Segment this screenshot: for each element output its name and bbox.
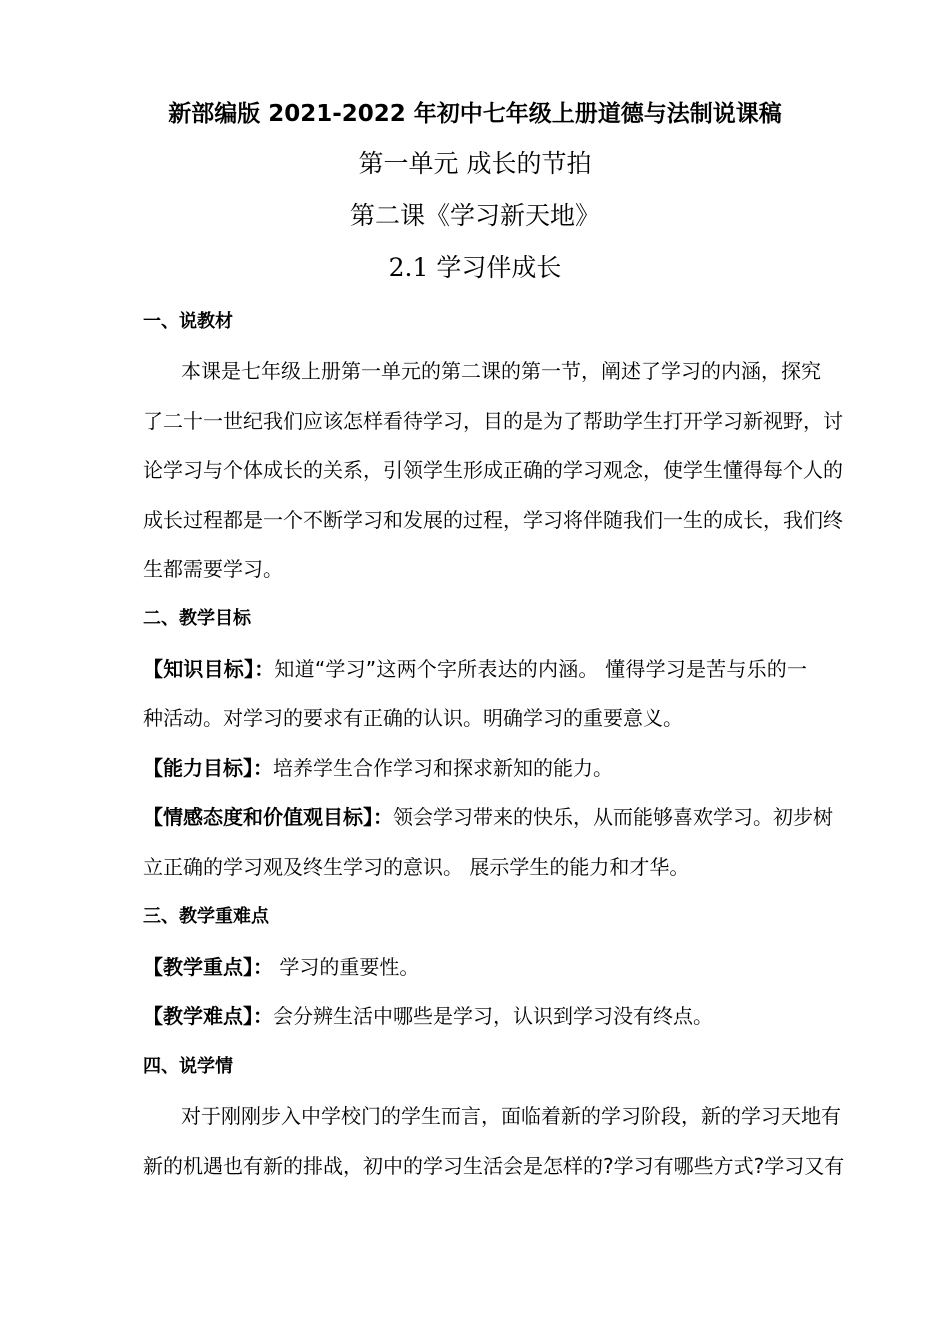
ability-goal-label: 【能力目标】：: [143, 756, 273, 780]
paragraph-line: 立正确的学习观及终生学习的意识。 展示学生的能力和才华。: [143, 855, 690, 879]
document-title: 新部编版 2021-2022 年初中七年级上册道德与法制说课稿: [168, 101, 782, 127]
key-point: [143, 953, 419, 981]
section-title: 2.1 学习伴成长: [388, 253, 562, 282]
paragraph-line: 成长过程都是一个不断学习和发展的过程，学习将伴随我们一生的成长，我们终: [143, 508, 843, 532]
heading-objectives: 二、教学目标: [143, 608, 251, 629]
key-point-label: 【教学重点】：: [143, 955, 273, 979]
ability-goal-text: 培养学生合作学习和探求新知的能力。: [273, 756, 613, 780]
paragraph-line: 论学习与个体成长的关系，引领学生形成正确的学习观念，使学生懂得每个人的: [143, 458, 843, 482]
heading-key-points: 三、教学重难点: [143, 906, 269, 927]
knowledge-goal-label: 【知识目标】：: [143, 657, 275, 681]
knowledge-goal-text: 知道“学习”这两个字所表达的内涵。 懂得学习是苦与乐的一: [274, 657, 807, 681]
paragraph-line: 对于刚刚步入中学校门的学生而言，面临着新的学习阶段，新的学习天地有: [181, 1104, 841, 1128]
emotion-goal: [143, 803, 833, 831]
emotion-goal-text: 领会学习带来的快乐，从而能够喜欢学习。初步树: [393, 805, 833, 829]
difficult-point-label: 【教学难点】：: [143, 1004, 273, 1028]
difficult-point: [143, 1002, 713, 1030]
paragraph-line: 种活动。对学习的要求有正确的认识。明确学习的重要意义。: [143, 706, 683, 730]
lesson-title: 第二课《学习新天地》: [349, 201, 600, 230]
ability-goal: [143, 754, 613, 782]
key-point-text: 学习的重要性。: [273, 955, 420, 979]
heading-textbook: 一、说教材: [143, 311, 233, 332]
heading-student-analysis: 四、说学情: [143, 1056, 233, 1077]
knowledge-goal: [143, 655, 807, 683]
paragraph-line: 新的机遇也有新的排战，初中的学习生活会是怎样的?学习有哪些方式?学习又有: [143, 1154, 845, 1178]
unit-title: 第一单元 成长的节拍: [358, 149, 592, 178]
paragraph-line: 本课是七年级上册第一单元的第二课的第一节，阐述了学习的内涵，探究: [181, 359, 821, 383]
paragraph-line: 了二十一世纪我们应该怎样看待学习，目的是为了帮助学生打开学习新视野，讨: [143, 409, 843, 433]
emotion-goal-label: 【情感态度和价值观目标】：: [143, 805, 393, 829]
paragraph-line: 生都需要学习。: [143, 557, 283, 581]
difficult-point-text: 会分辨生活中哪些是学习，认识到学习没有终点。: [273, 1004, 713, 1028]
